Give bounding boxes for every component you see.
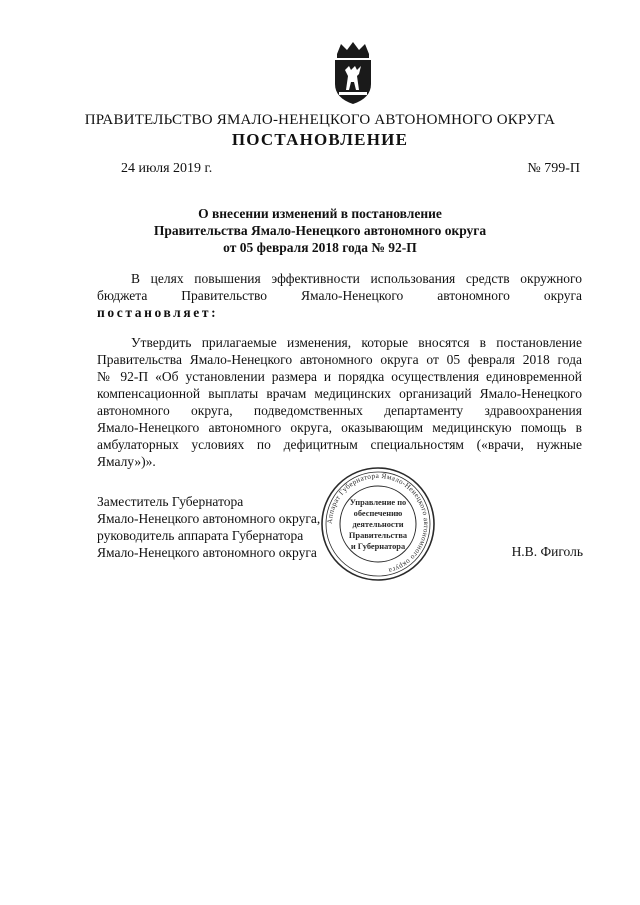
paragraph-line: № 92-П «Об установлении размера и порядка осуществления единовременной — [97, 369, 582, 384]
stamp-text: Управление по — [349, 498, 407, 507]
official-stamp — [318, 464, 438, 584]
paragraph-line: автономного округа, подведомственных департаменту здравоохранения — [97, 403, 582, 418]
paragraph-line: В целях повышения эффективности использования средств окружного — [131, 271, 582, 286]
subject-line: О внесении изменений в постановление — [198, 206, 442, 221]
signer-name: Н.В. Фиголь — [511, 544, 583, 559]
stamp-text: деятельности — [352, 520, 404, 529]
paragraph-line: бюджета Правительство Ямало-Ненецкого автономного округа — [97, 288, 582, 303]
document-type-title: ПОСТАНОВЛЕНИЕ — [231, 130, 409, 149]
paragraph-line: Ямалу»)». — [97, 454, 156, 469]
signer-position — [97, 493, 320, 561]
paragraph-line: компенсационной выплаты врачам медицинских организаций Ямало-Ненецкого — [97, 386, 582, 401]
paragraph-line: Ямало-Ненецкого автономного округа, оказывающим медицинскую помощь в — [97, 420, 582, 435]
paragraph-resolution — [97, 334, 582, 470]
paragraph-line: амбулаторных условиях по дефицитным специальностям («врачи, нужные — [97, 437, 582, 452]
signer-line: руководитель аппарата Губернатора — [97, 528, 304, 543]
signer-line: Заместитель Губернатора — [97, 494, 244, 509]
signer-line: Ямало-Ненецкого автономного округа — [97, 545, 317, 560]
paragraph-line: Утвердить прилагаемые изменения, которые вносятся в постановление — [131, 335, 582, 350]
stamp-text: обеспечению — [353, 509, 403, 518]
document-number: № 799-П — [527, 161, 580, 176]
government-title: ПРАВИТЕЛЬСТВО ЯМАЛО-НЕНЕЦКОГО АВТОНОМНОГО ОКРУГА — [84, 112, 556, 128]
paragraph-line: Правительства Ямало-Ненецкого автономного округа от 05 февраля 2018 года — [97, 352, 582, 367]
stamp-text: и Губернатора — [350, 542, 406, 551]
subject-line: от 05 февраля 2018 года № 92-П — [223, 240, 417, 255]
signer-line: Ямало-Ненецкого автономного округа, — [97, 511, 321, 526]
subject-line: Правительства Ямало-Ненецкого автономного округа — [153, 223, 487, 238]
paragraph-preamble — [97, 270, 582, 321]
coat-of-arms-icon — [327, 40, 379, 106]
stamp-text: Правительства — [348, 531, 408, 540]
stamp-ring-text: Аппарат Губернатора Ямало-Ненецкого автономного округа — [325, 471, 431, 575]
document-subject — [0, 205, 640, 256]
document-date: 24 июля 2019 г. — [121, 161, 213, 176]
resolves-keyword: постановляет: — [97, 305, 219, 320]
